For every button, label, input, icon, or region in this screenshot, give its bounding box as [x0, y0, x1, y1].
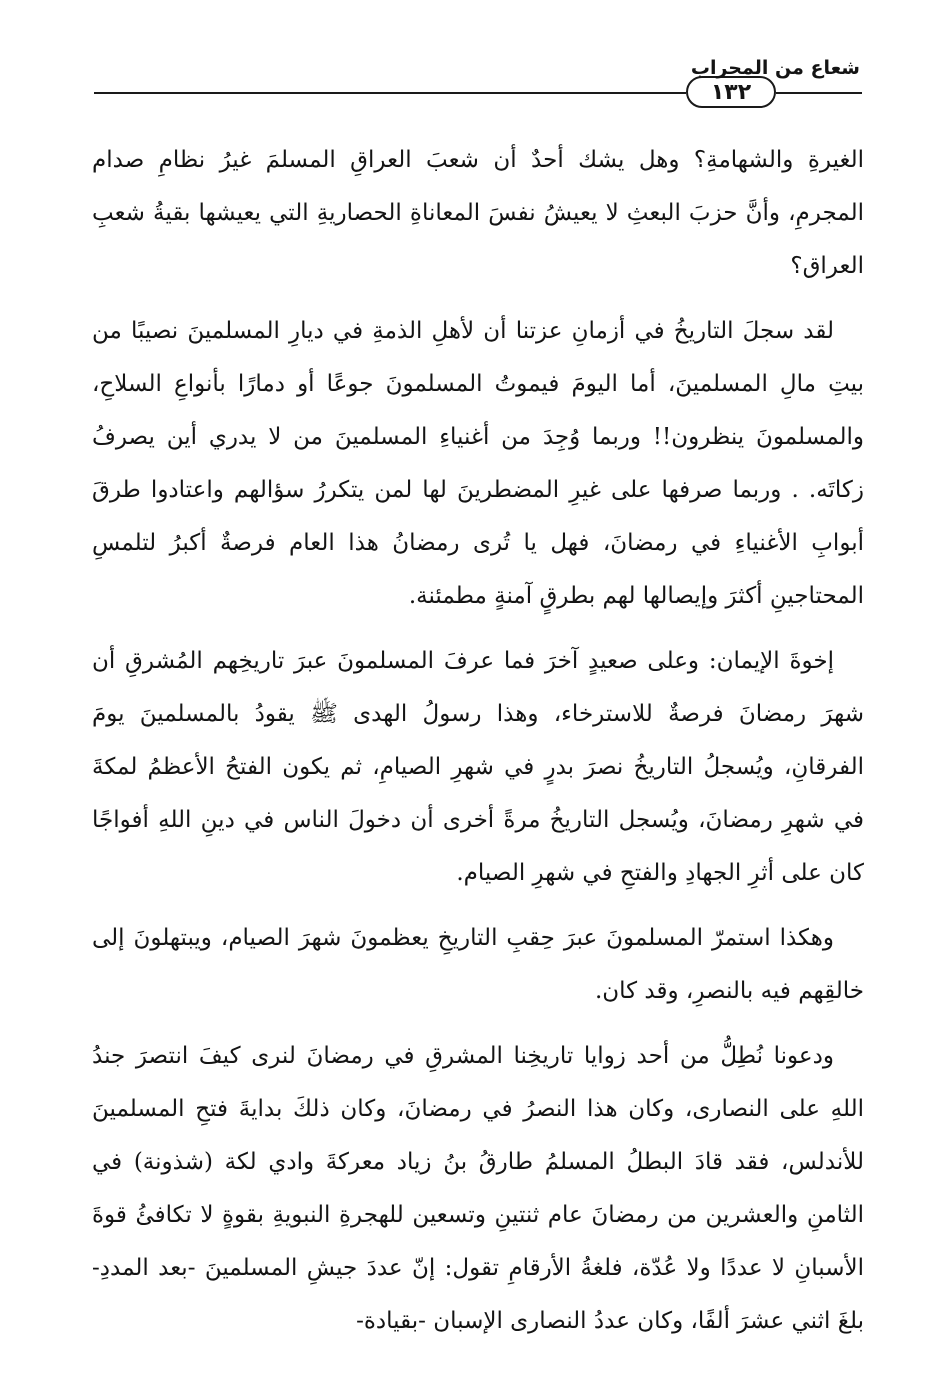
running-title: شعاع من المحراب	[690, 57, 860, 79]
paragraph: لقد سجلَ التاريخُ في أزمانِ عزتنا أن لأهلِ الذمةِ في ديارِ المسلمينَ نصيبًا من بيتِ مالِ المسلمينَ، أما اليومَ فيموتُ المسلمونَ جوعًا أو دمارًا بأنواعِ السلاحِ، والمسلمونَ ينظرون!! وربما وُجِدَ من أغنياءِ المسلمينَ من لا يدري أين يصرفُ زكاتَه. . وربما صرفها على غيرِ المضطرينَ لها لمن يتكررُ سؤالهم واعتادوا طرقَ أبوابِ الأغنياءِ في رمضانَ، فهل يا تُرى رمضانُ هذا العام فرصةٌ أكبرُ لتلمسِ المحتاجينِ أكثرَ وإيصالها لهم بطرقٍ آمنةٍ مطمئنة.	[92, 318, 864, 609]
body-text	[92, 134, 864, 1360]
header-rule-right	[776, 92, 862, 94]
paragraph: إخوةَ الإيمان: وعلى صعيدٍ آخرَ فما عرفَ المسلمونَ عبرَ تاريخِهم المُشرقِ أن شهرَ رمضانَ فرصةٌ للاسترخاء، وهذا رسولُ الهدى ﷺ يقودُ بالمسلمينَ يومَ الفرقانِ، ويُسجلُ التاريخُ نصرَ بدرٍ في شهرِ الصيامِ، ثم يكون الفتحُ الأعظمُ لمكةَ في شهرِ رمضانَ، ويُسجل التاريخُ مرةً أخرى أن دخولَ الناس في دينِ اللهِ أفواجًا كان على أثرِ الجهادِ والفتحِ في شهرِ الصيام.	[92, 648, 864, 886]
header-rule-left	[94, 92, 686, 94]
paragraph: وهكذا استمرّ المسلمونَ عبرَ حِقبِ التاريخِ يعظمونَ شهرَ الصيام، ويبتهلونَ إلى خالقِهم فيه بالنصرِ، وقد كان.	[92, 925, 864, 1004]
paragraph: ودعونا نُطِلُّ من أحد زوايا تاريخِنا المشرقِ في رمضانَ لنرى كيفَ انتصرَ جندُ اللهِ على النصارى، وكان هذا النصرُ في رمضانَ، وكان ذلكَ بدايةَ فتحِ المسلمينَ للأندلس، فقد قادَ البطلُ المسلمُ طارقُ بنُ زياد معركةَ وادي لكة (شذونة) في الثامنِ والعشرين من رمضانَ عام ثنتينِ وتسعين للهجرةِ النبويةِ بقوةٍ لا تكافئُ قوةَ الأسبانِ لا عددًا ولا عُدّة، فلغةُ الأرقامِ تقول: إنّ عددَ جيشِ المسلمينَ -بعد المددِ- بلغَ اثني عشرَ ألفًا، وكان عددُ النصارى الإسبان -بقيادة-	[92, 1043, 864, 1334]
paragraph: الغيرةِ والشهامةِ؟ وهل يشك أحدٌ أن شعبَ العراقِ المسلمَ غيرُ نظامِ صدام المجرمِ، وأنَّ حزبَ البعثِ لا يعيشُ نفسَ المعاناةِ الحصاريةِ التي يعيشها بقيةُ شعبِ العراق؟	[92, 147, 864, 279]
page-number: ١٣٢	[686, 76, 776, 108]
page-header	[90, 55, 862, 115]
